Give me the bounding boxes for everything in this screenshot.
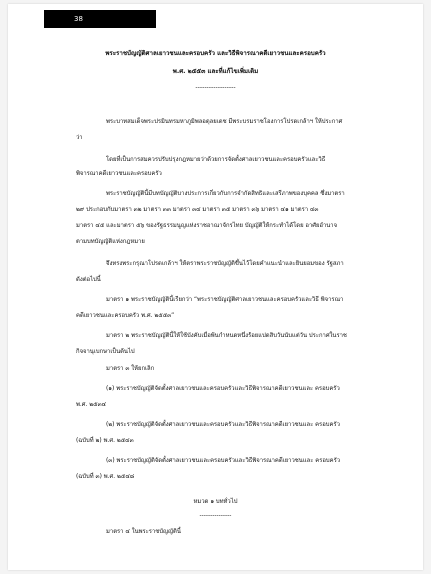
repeal-item: (ฉบับที่ ๒) พ.ศ. ๒๕๔๓ [76, 438, 134, 444]
document-subtitle: พ.ศ. ๒๕๕๓ และที่แก้ไขเพิ่มเติม [172, 68, 259, 75]
paragraph-line: มาตรา ๔๕ และมาตรา ๕๖ ของรัฐธรรมนูญแห่งราชอาณาจักรไทย บัญญัติให้กระทำได้โดย อาศัยอำนาจ [76, 223, 338, 229]
document-title: พระราชบัญญัติศาลเยาวชนและครอบครัว และวิธีพิจารณาคดีเยาวชนและครอบครัว [105, 50, 326, 57]
paragraph-line: ๒๙ ประกอบกับมาตรา ๓๒ มาตรา ๓๓ มาตรา ๓๔ มาตรา ๓๕ มาตรา ๓๖ มาตรา ๔๑ มาตรา ๔๓ [76, 207, 319, 213]
chapter-divider: --------------- [199, 513, 232, 519]
chapter-heading: หมวด ๑ บททั่วไป [193, 499, 238, 505]
section-line: มาตรา ๔ ในพระราชบัญญัตินี้ [106, 529, 181, 535]
paragraph-line: ดังต่อไปนี้ [76, 277, 101, 283]
repeal-item: พ.ศ. ๒๕๓๔ [76, 402, 107, 408]
paragraph-line: โดยที่เป็นการสมควรปรับปรุงกฎหมายว่าด้วยการจัดตั้งศาลเยาวชนและครอบครัวและวิธี [106, 157, 326, 163]
preamble-line: พระบาทสมเด็จพระปรมินทรมหาภูมิพลอดุลยเดช มีพระบรมราชโองการโปรดเกล้าฯ ให้ประกาศ [106, 119, 343, 125]
title-divider: ------------------ [195, 84, 236, 91]
page-number-badge: 38 [44, 10, 156, 28]
section-line: มาตรา ๒ พระราชบัญญัตินี้ให้ใช้บังคับเมื่อพ้นกำหนดหนึ่งร้อยแปดสิบวันนับแต่วัน ประกาศในราช [106, 333, 347, 339]
section-line: มาตรา ๓ ให้ยกเลิก [106, 366, 155, 372]
repeal-item: (๑) พระราชบัญญัติจัดตั้งศาลเยาวชนและครอบครัวและวิธีพิจารณาคดีเยาวชนและ ครอบครัว [106, 386, 340, 392]
paragraph-line: ตามบทบัญญัติแห่งกฎหมาย [76, 239, 145, 245]
section-line: มาตรา ๑ พระราชบัญญัตินี้เรียกว่า “พระราชบัญญัติศาลเยาวชนและครอบครัวและวิธี พิจารณา [106, 297, 344, 303]
paragraph-line: จึงทรงพระกรุณาโปรดเกล้าฯ ให้ตราพระราชบัญญัติขึ้นไว้โดยคำแนะนำและยินยอมของ รัฐสภา [106, 261, 344, 267]
paragraph-line: พระราชบัญญัตินี้มีบทบัญญัติบางประการเกี่ยวกับการจำกัดสิทธิและเสรีภาพของบุคคล ซึ่งมาตรา [106, 191, 345, 197]
repeal-item: (๓) พระราชบัญญัติจัดตั้งศาลเยาวชนและครอบครัวและวิธีพิจารณาคดีเยาวชนและ ครอบครัว [106, 458, 341, 464]
section-line: กิจจานุเบกษาเป็นต้นไป [76, 349, 135, 355]
document-page [8, 4, 423, 570]
section-line: คดีเยาวชนและครอบครัว พ.ศ. ๒๕๕๓” [76, 313, 175, 319]
paragraph-line: พิจารณาคดีเยาวชนและครอบครัว [76, 171, 162, 177]
repeal-item: (ฉบับที่ ๓) พ.ศ. ๒๕๔๘ [76, 474, 135, 480]
preamble-line: ว่า [76, 135, 83, 141]
repeal-item: (๒) พระราชบัญญัติจัดตั้งศาลเยาวชนและครอบครัวและวิธีพิจารณาคดีเยาวชนและ ครอบครัว [106, 422, 340, 428]
